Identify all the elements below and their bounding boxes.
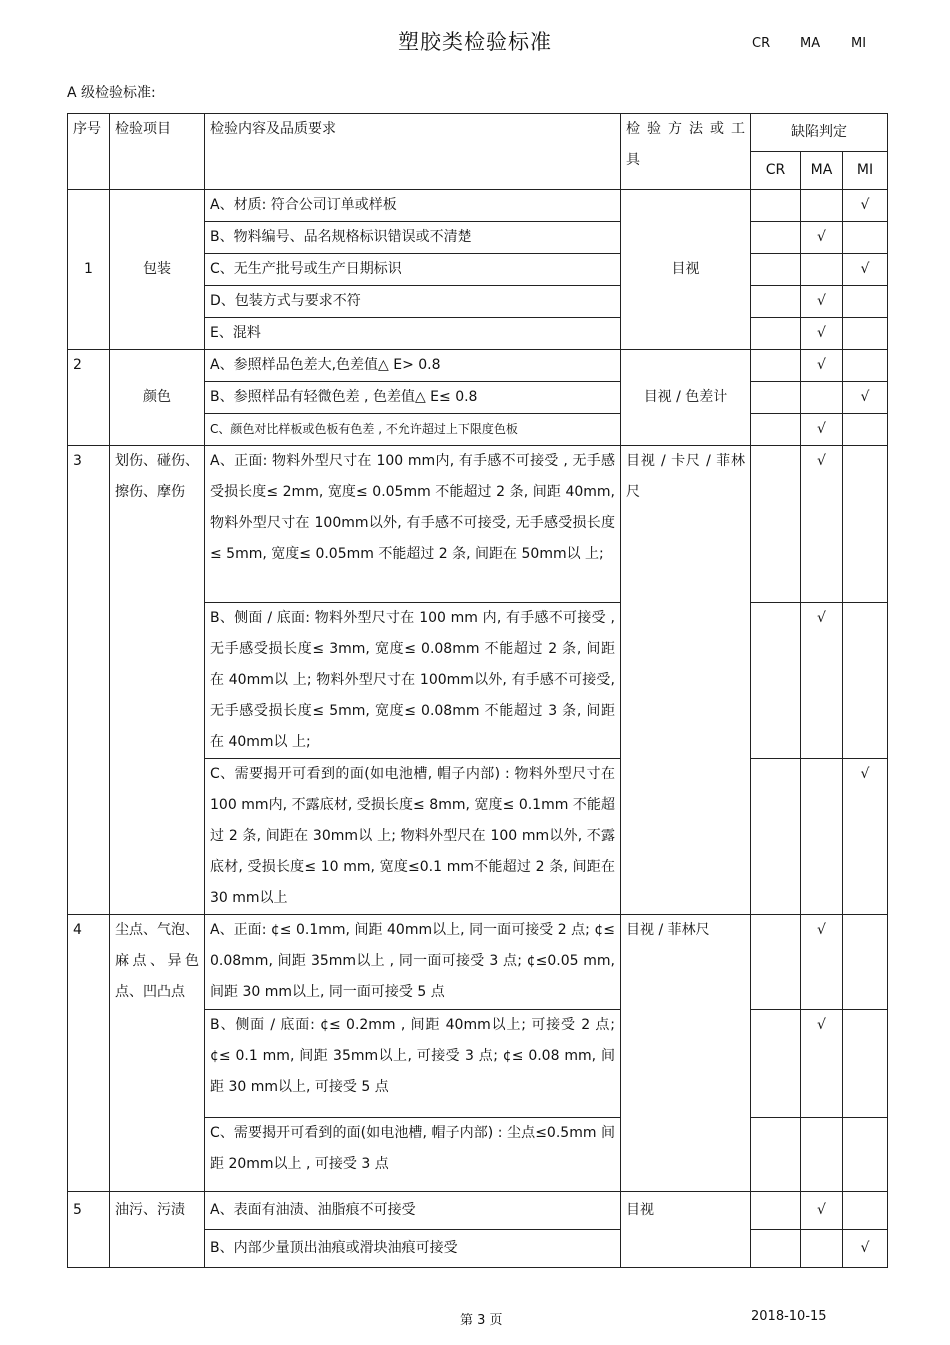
content-cell: B、内部少量顶出油痕或滑块油痕可接受 (205, 1230, 621, 1268)
cr-mark (751, 350, 801, 382)
content-cell: C、颜色对比样板或色板有色差 , 不允许超过上下限度色板 (205, 414, 621, 446)
table-row (68, 446, 888, 603)
cr-mark (751, 222, 801, 254)
cr-mark (751, 254, 801, 286)
header-mi: MI (843, 152, 888, 190)
content-cell: B、参照样品有轻微色差 , 色差值△ E≤ 0.8 (205, 382, 621, 414)
ma-mark: √ (801, 1192, 843, 1230)
header-code-mi: MI (851, 36, 867, 51)
ma-mark (801, 759, 843, 915)
cr-mark (751, 414, 801, 446)
item-cell: 颜色 (110, 350, 205, 446)
cr-mark (751, 915, 801, 1010)
mi-mark: √ (843, 254, 888, 286)
seq-cell: 1 (68, 190, 110, 350)
method-cell: 目视 / 菲林尺 (621, 915, 751, 1192)
content-cell: C、需要揭开可看到的面(如电池槽, 帽子内部) : 尘点≤0.5mm 间距 20mm以上 , 可接受 3 点 (205, 1118, 621, 1192)
header-ma: MA (801, 152, 843, 190)
header-item: 检验项目 (110, 114, 205, 190)
ma-mark: √ (801, 414, 843, 446)
method-cell: 目视 (621, 190, 751, 350)
item-cell: 划伤、碰伤、擦伤、摩伤 (110, 446, 205, 915)
table-row (68, 915, 888, 1010)
cr-mark (751, 603, 801, 759)
content-cell: A、正面: ¢≤ 0.1mm, 间距 40mm以上, 同一面可接受 2 点; ¢≤ 0.08mm, 间距 35mm以上 , 同一面可接受 3 点; ¢≤0.05 mm, 间距 30 mm以上, 同一面可接受 5 点 (205, 915, 621, 1010)
content-cell: C、需要揭开可看到的面(如电池槽, 帽子内部) : 物料外型尺寸在 100 mm内, 不露底材, 受损长度≤ 8mm, 宽度≤ 0.1mm 不能超过 2 条, 间距在 30mm以 上; 物料外型尺在 100 mm以外, 不露底材, 受损长度≤ 10 mm, 宽度≤0.1 mm不能超过 2 条, 间距在 30 mm以上 (205, 759, 621, 915)
ma-mark: √ (801, 1010, 843, 1118)
content-cell: B、侧面 / 底面: 物料外型尺寸在 100 mm 内, 有手感不可接受 , 无手感受损长度≤ 3mm, 宽度≤ 0.08mm 不能超过 2 条, 间距在 40mm以 上; 物料外型尺寸在 100mm以外, 有手感不可接受, 无手感受损长度≤ 5mm, 宽度≤ 0.08mm 不能超过 3 条, 间距在 40mm以 上; (205, 603, 621, 759)
mi-mark: √ (843, 759, 888, 915)
cr-mark (751, 759, 801, 915)
mi-mark: √ (843, 190, 888, 222)
mi-mark (843, 350, 888, 382)
seq-cell: 3 (68, 446, 110, 915)
method-cell: 目视 (621, 1192, 751, 1268)
mi-mark (843, 318, 888, 350)
mi-mark (843, 603, 888, 759)
header-content: 检验内容及品质要求 (205, 114, 621, 190)
header-code-ma: MA (800, 36, 821, 51)
mi-mark (843, 1192, 888, 1230)
mi-mark (843, 1010, 888, 1118)
cr-mark (751, 286, 801, 318)
ma-mark (801, 1230, 843, 1268)
cr-mark (751, 1118, 801, 1192)
header-row (68, 114, 888, 152)
cr-mark (751, 382, 801, 414)
ma-mark (801, 382, 843, 414)
ma-mark (801, 254, 843, 286)
cr-mark (751, 1010, 801, 1118)
seq-cell: 2 (68, 350, 110, 446)
mi-mark (843, 446, 888, 603)
cr-mark (751, 318, 801, 350)
table-row (68, 190, 888, 222)
seq-cell: 4 (68, 915, 110, 1192)
header-method: 检 验 方 法 或 工 具 (621, 114, 751, 190)
header-cr: CR (751, 152, 801, 190)
ma-mark: √ (801, 318, 843, 350)
mi-mark (843, 915, 888, 1010)
content-cell: C、无生产批号或生产日期标识 (205, 254, 621, 286)
footer-date: 2018-10-15 (751, 1309, 827, 1324)
cr-mark (751, 1192, 801, 1230)
mi-mark (843, 1118, 888, 1192)
ma-mark: √ (801, 915, 843, 1010)
header-code-cr: CR (752, 36, 771, 51)
method-cell: 目视 / 色差计 (621, 350, 751, 446)
seq-cell: 5 (68, 1192, 110, 1268)
mi-mark: √ (843, 382, 888, 414)
item-cell: 油污、污渍 (110, 1192, 205, 1268)
method-cell: 目视 / 卡尺 / 菲林尺 (621, 446, 751, 915)
ma-mark: √ (801, 446, 843, 603)
cr-mark (751, 446, 801, 603)
cr-mark (751, 1230, 801, 1268)
page-number: 第 3 页 (460, 1313, 503, 1328)
content-cell: A、表面有油渍、油脂痕不可接受 (205, 1192, 621, 1230)
section-label: A 级检验标准: (67, 85, 156, 101)
inspection-table (67, 113, 888, 1268)
ma-mark (801, 190, 843, 222)
item-cell: 尘点、气泡、麻点、异色点、凹凸点 (110, 915, 205, 1192)
mi-mark (843, 286, 888, 318)
content-cell: D、包装方式与要求不符 (205, 286, 621, 318)
table-row (68, 1192, 888, 1230)
header-defect: 缺陷判定 (751, 114, 888, 152)
cr-mark (751, 190, 801, 222)
content-cell: A、参照样品色差大,色差值△ E> 0.8 (205, 350, 621, 382)
content-cell: B、侧面 / 底面: ¢≤ 0.2mm , 间距 40mm以上; 可接受 2 点; ¢≤ 0.1 mm, 间距 35mm以上, 可接受 3 点; ¢≤ 0.08 mm, 间距 30 mm以上, 可接受 5 点 (205, 1010, 621, 1118)
ma-mark: √ (801, 222, 843, 254)
content-cell: B、物料编号、品名规格标识错误或不清楚 (205, 222, 621, 254)
ma-mark: √ (801, 350, 843, 382)
item-cell: 包装 (110, 190, 205, 350)
content-cell: A、材质: 符合公司订单或样板 (205, 190, 621, 222)
content-cell: E、混料 (205, 318, 621, 350)
ma-mark (801, 1118, 843, 1192)
mi-mark (843, 414, 888, 446)
header-seq: 序号 (68, 114, 110, 190)
ma-mark: √ (801, 603, 843, 759)
table-row (68, 350, 888, 382)
content-cell: A、正面: 物料外型尺寸在 100 mm内, 有手感不可接受 , 无手感受损长度≤ 2mm, 宽度≤ 0.05mm 不能超过 2 条, 间距 40mm, 物料外型尺寸在 100mm以外, 有手感不可接受, 无手感受损长度≤ 5mm, 宽度≤ 0.05mm 不能超过 2 条, 间距在 50mm以 上; (205, 446, 621, 603)
ma-mark: √ (801, 286, 843, 318)
mi-mark: √ (843, 1230, 888, 1268)
mi-mark (843, 222, 888, 254)
page-title: 塑胶类检验标准 (398, 30, 552, 54)
